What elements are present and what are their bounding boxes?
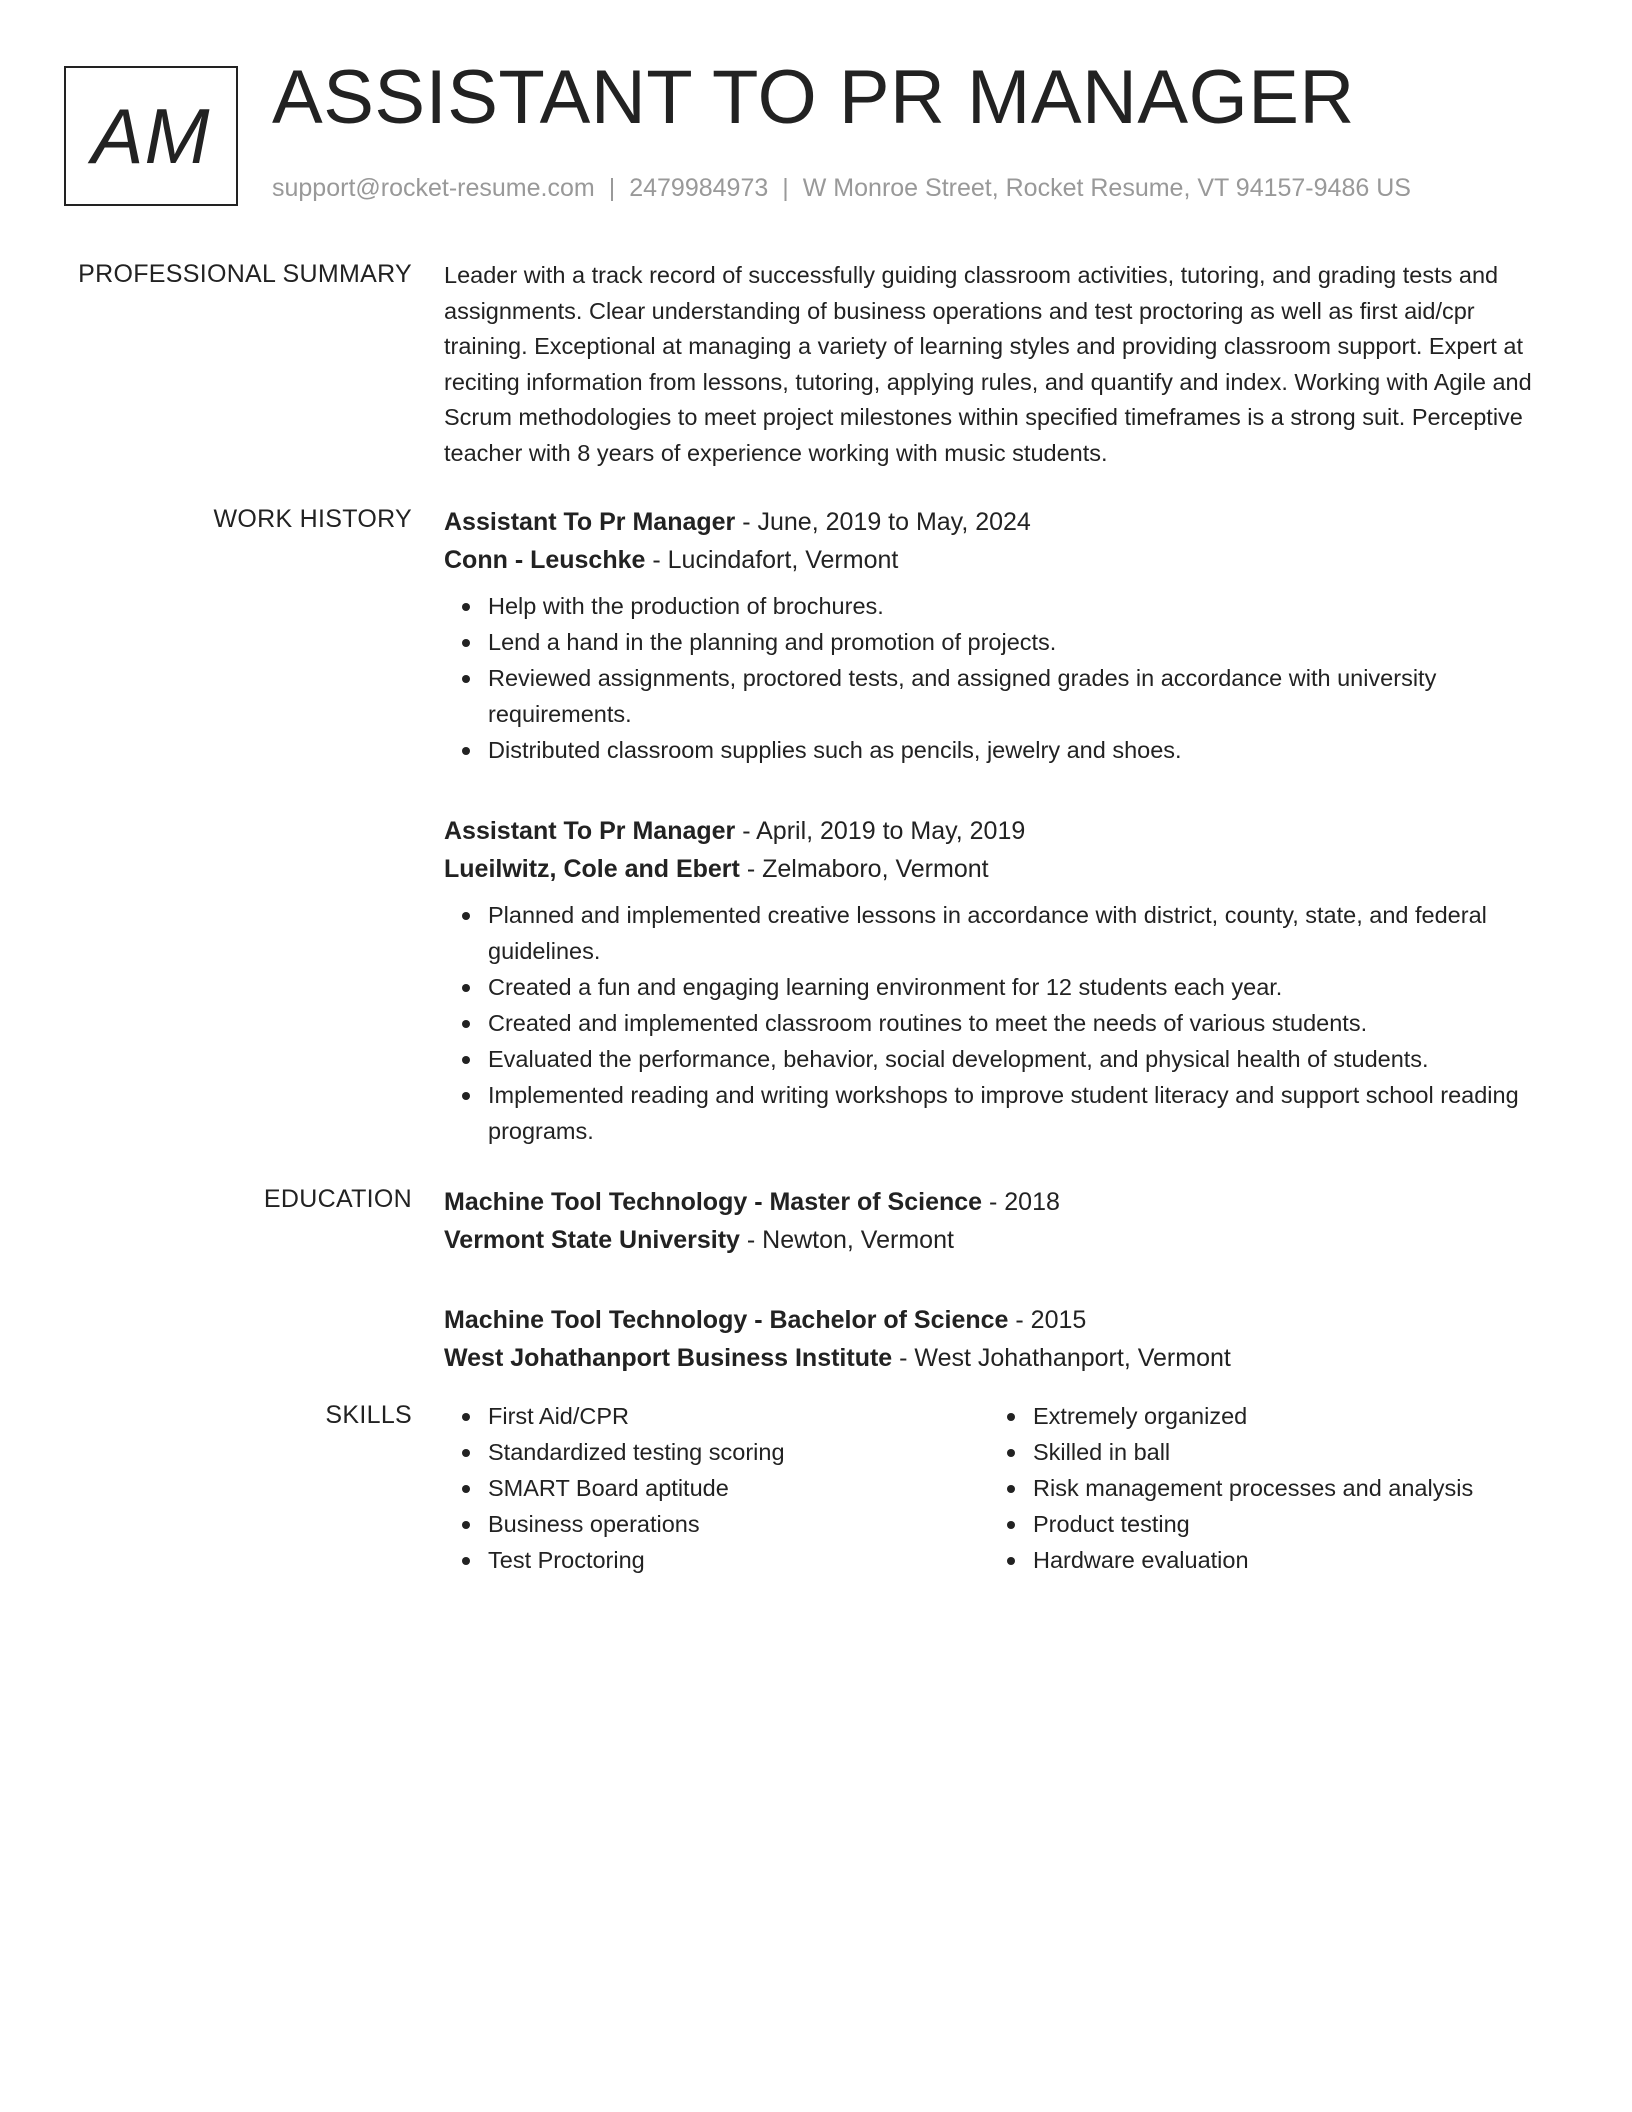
job-company-line: [444, 850, 1554, 888]
work-heading: WORK HISTORY: [213, 505, 412, 533]
job-bullet: Distributed classroom supplies such as pencils, jewelry and shoes.: [488, 733, 1554, 769]
skill-item: Extremely organized: [1033, 1399, 1534, 1435]
job-company: Lueilwitz, Cole and Ebert: [444, 855, 740, 884]
skills-list-left: [444, 1399, 989, 1579]
job-bullet: Created and implemented classroom routines to meet the needs of various students.: [488, 1006, 1554, 1042]
skill-item: First Aid/CPR: [488, 1399, 989, 1435]
skill-item: Hardware evaluation: [1033, 1543, 1534, 1579]
skill-item: Test Proctoring: [488, 1543, 989, 1579]
skill-item: Product testing: [1033, 1507, 1534, 1543]
job-dates: - June, 2019 to May, 2024: [735, 508, 1031, 536]
education-year: - 2015: [1008, 1306, 1087, 1334]
job-title: Assistant To Pr Manager: [444, 817, 736, 846]
education-school-line: [444, 1221, 1554, 1259]
job-company-line: [444, 541, 1554, 579]
summary-heading: PROFESSIONAL SUMMARY: [78, 260, 412, 288]
education-school-line: [444, 1339, 1554, 1377]
job-bullet: Lend a hand in the planning and promotion of projects.: [488, 625, 1554, 661]
job-title: Assistant To Pr Manager: [444, 508, 736, 536]
summary-body: [444, 258, 1554, 471]
job-bullet: Created a fun and engaging learning environment for 12 students each year.: [488, 970, 1554, 1006]
education-school: Vermont State University: [444, 1226, 740, 1254]
education-body: [444, 1183, 1554, 1419]
contact-separator: |: [608, 174, 616, 202]
education-degree: Machine Tool Technology - Master of Science: [444, 1188, 983, 1216]
job-bullets: [444, 589, 1554, 768]
skill-item: Risk management processes and analysis: [1033, 1471, 1534, 1507]
job-title-line: [444, 812, 1554, 850]
skills-list-right: [989, 1399, 1534, 1579]
skills-column-left: [444, 1399, 989, 1579]
monogram-box: [64, 66, 238, 206]
skill-item: Skilled in ball: [1033, 1435, 1534, 1471]
job-bullet: Planned and implemented creative lessons in accordance with district, county, state, and federal guidelines.: [488, 898, 1554, 969]
work-body: [444, 503, 1554, 1193]
job-entry: [444, 812, 1554, 1149]
education-degree-line: [444, 1301, 1554, 1339]
skill-item: Standardized testing scoring: [488, 1435, 989, 1471]
job-bullet: Reviewed assignments, proctored tests, and assigned grades in accordance with university requirements.: [488, 661, 1554, 732]
skills-body: [444, 1399, 1554, 1579]
education-heading: EDUCATION: [263, 1185, 412, 1213]
contact-phone[interactable]: 2479984973: [629, 174, 769, 202]
education-school: West Johathanport Business Institute: [444, 1344, 893, 1372]
resume-name: ASSISTANT TO PR MANAGER: [272, 55, 1355, 140]
contact-separator: |: [782, 174, 789, 202]
job-bullet: Help with the production of brochures.: [488, 589, 1554, 625]
education-entry: [444, 1301, 1554, 1377]
education-location: - West Johathanport, Vermont: [892, 1344, 1231, 1372]
job-location: - Zelmaboro, Vermont: [739, 855, 989, 884]
job-entry: [444, 503, 1554, 768]
skills-heading: SKILLS: [325, 1401, 412, 1429]
job-location: - Lucindafort, Vermont: [645, 546, 899, 574]
contact-line: [272, 173, 1411, 203]
summary-text: Leader with a track record of successfully guiding classroom activities, tutoring, and grading tests and assignments. Clear understanding of business operations and test proctoring as well as first aid/cpr training. Exceptional at managing a variety of learning styles and providing classroom support. Expert at reciting information from lessons, tutoring, applying rules, and quantify and index. Working with Agile and Scrum methodologies to meet project milestones within specified timeframes is a strong suit. Perceptive teacher with 8 years of experience working with music students.: [444, 262, 1532, 466]
skills-column-right: [989, 1399, 1534, 1579]
education-location: - Newton, Vermont: [739, 1226, 954, 1254]
education-entry: [444, 1183, 1554, 1259]
skill-item: SMART Board aptitude: [488, 1471, 989, 1507]
education-degree-line: [444, 1183, 1554, 1221]
education-year: - 2018: [982, 1188, 1060, 1216]
job-title-line: [444, 503, 1554, 541]
skills-columns: [444, 1399, 1554, 1579]
job-dates: - April, 2019 to May, 2019: [735, 817, 1026, 846]
education-degree: Machine Tool Technology - Bachelor of Science: [444, 1306, 1009, 1334]
job-bullet: Evaluated the performance, behavior, social development, and physical health of students.: [488, 1042, 1554, 1078]
contact-address: W Monroe Street, Rocket Resume, VT 94157-9486 US: [802, 174, 1411, 202]
job-bullets: [444, 898, 1554, 1149]
skill-item: Business operations: [488, 1507, 989, 1543]
job-bullet: Implemented reading and writing workshops to improve student literacy and support school reading programs.: [488, 1078, 1554, 1149]
contact-email[interactable]: support@rocket-resume.com: [272, 174, 595, 202]
job-company: Conn - Leuschke: [444, 546, 646, 574]
monogram-initials: AM: [91, 91, 211, 180]
